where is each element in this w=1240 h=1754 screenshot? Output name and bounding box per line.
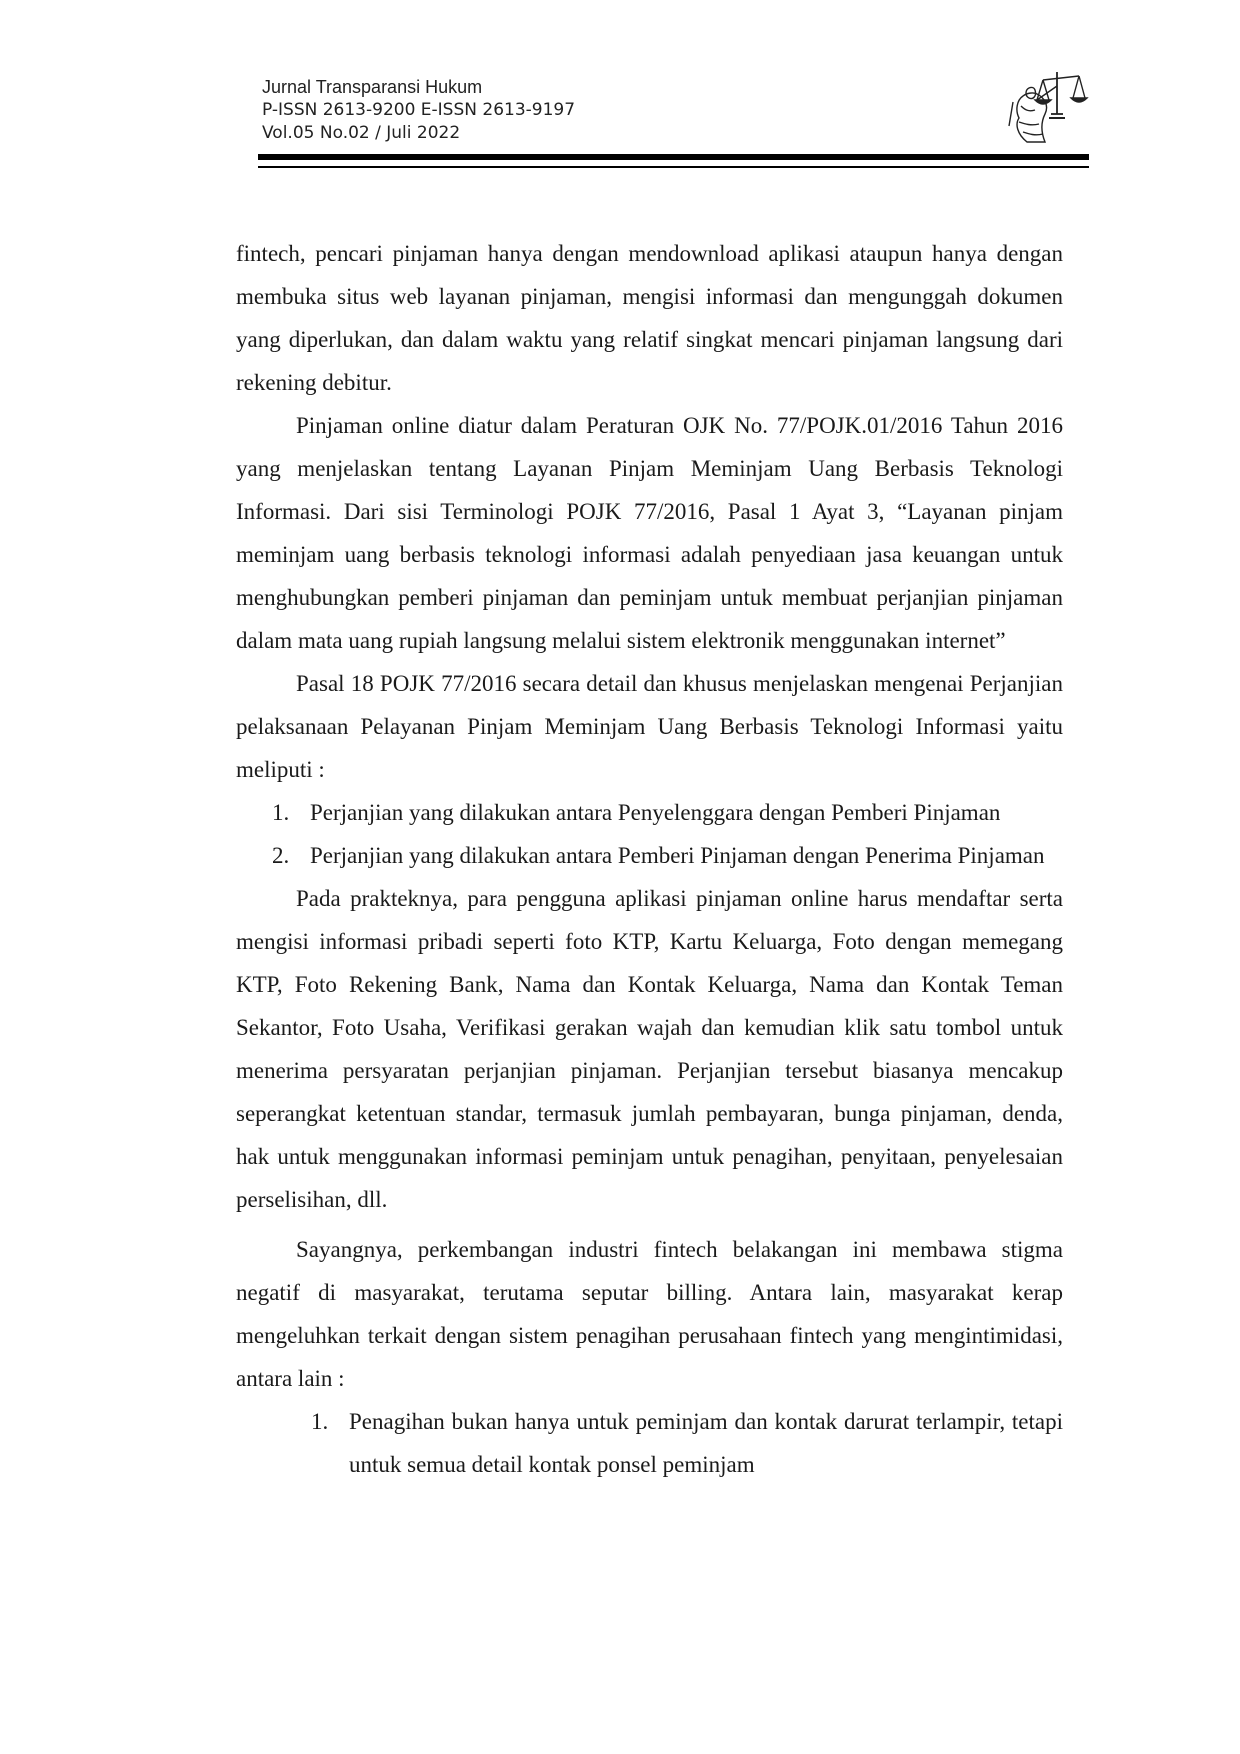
header-rule-thick — [258, 154, 1089, 160]
list-item — [272, 834, 1063, 877]
list-text: Penagihan bukan hanya untuk peminjam dan kontak darurat terlampir, tetapi untuk semua detail kontak ponsel peminjam — [349, 1409, 1063, 1477]
list-text: Perjanjian yang dilakukan antara Penyelenggara dengan Pemberi Pinjaman — [310, 800, 1001, 825]
list-number: 1. — [272, 800, 290, 825]
journal-name: Jurnal Transparansi Hukum — [262, 77, 483, 97]
agreement-list — [236, 791, 1063, 877]
paragraph-4: Pada prakteknya, para pengguna aplikasi pinjaman online harus mendaftar serta mengisi informasi pribadi seperti foto KTP, Kartu Keluarga, Foto dengan memegang KTP, Foto Rekening Bank, Nama dan Kontak Keluarga, Nama dan Kontak Teman Sekantor, Foto Usaha, Verifikasi gerakan wajah dan kemudian klik satu tombol untuk menerima persyaratan perjanjian pinjaman. Perjanjian tersebut biasanya mencakup seperangkat ketentuan standar, termasuk jumlah pembayaran, bunga pinjaman, denda, hak untuk menggunakan informasi peminjam untuk penagihan, penyitaan, penyelesaian perselisihan, dll. — [236, 886, 1063, 1212]
list-number: 1. — [311, 1409, 329, 1434]
billing-complaint-list — [236, 1400, 1063, 1486]
justice-scales-logo-icon — [1005, 66, 1095, 150]
article-body — [236, 232, 1063, 1486]
list-item — [311, 1400, 1063, 1486]
paragraph-1: fintech, pencari pinjaman hanya dengan mendownload aplikasi ataupun hanya dengan membuka situs web layanan pinjaman, mengisi informasi dan mengunggah dokumen yang diperlukan, dan dalam waktu yang relatif singkat mencari pinjaman langsung dari rekening debitur. — [236, 241, 1063, 395]
paragraph-5: Sayangnya, perkembangan industri fintech belakangan ini membawa stigma negatif di masyarakat, terutama seputar billing. Antara lain, masyarakat kerap mengeluhkan terkait dengan sistem penagihan perusahaan fintech yang mengintimidasi, antara lain : — [236, 1237, 1063, 1391]
header-rule-thin — [258, 166, 1089, 168]
list-text: Perjanjian yang dilakukan antara Pemberi Pinjaman dengan Penerima Pinjaman — [310, 843, 1045, 868]
list-number: 2. — [272, 843, 290, 868]
list-item — [272, 791, 1063, 834]
journal-header — [262, 76, 575, 145]
journal-volume: Vol.05 No.02 / Juli 2022 — [262, 123, 461, 143]
journal-issn: P-ISSN 2613-9200 E-ISSN 2613-9197 — [262, 100, 576, 120]
paragraph-3: Pasal 18 POJK 77/2016 secara detail dan khusus menjelaskan mengenai Perjanjian pelaksanaan Pelayanan Pinjam Meminjam Uang Berbasis Teknologi Informasi yaitu meliputi : — [236, 671, 1063, 782]
paragraph-2: Pinjaman online diatur dalam Peraturan OJK No. 77/POJK.01/2016 Tahun 2016 yang menjelaskan tentang Layanan Pinjam Meminjam Uang Berbasis Teknologi Informasi. Dari sisi Terminologi POJK 77/2016, Pasal 1 Ayat 3, “Layanan pinjam meminjam uang berbasis teknologi informasi adalah penyediaan jasa keuangan untuk menghubungkan pemberi pinjaman dan peminjam untuk membuat perjanjian pinjaman dalam mata uang rupiah langsung melalui sistem elektronik menggunakan internet” — [236, 413, 1063, 653]
